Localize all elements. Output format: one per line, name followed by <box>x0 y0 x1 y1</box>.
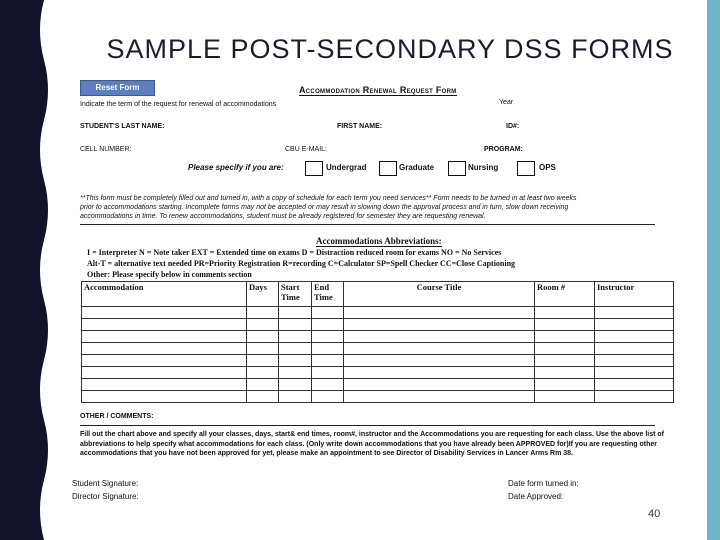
table-cell[interactable] <box>595 343 674 355</box>
table-cell[interactable] <box>279 343 312 355</box>
table-cell[interactable] <box>344 391 535 403</box>
table-row[interactable] <box>82 391 674 403</box>
table-cell[interactable] <box>82 331 247 343</box>
table-cell[interactable] <box>535 367 595 379</box>
table-cell[interactable] <box>82 391 247 403</box>
table-cell[interactable] <box>535 307 595 319</box>
table-row[interactable] <box>82 367 674 379</box>
header-course-title: Course Title <box>344 282 535 307</box>
table-cell[interactable] <box>247 367 279 379</box>
table-cell[interactable] <box>344 355 535 367</box>
table-cell[interactable] <box>82 379 247 391</box>
table-cell[interactable] <box>595 367 674 379</box>
header-room: Room # <box>535 282 595 307</box>
first-name-label: FIRST NAME: <box>337 123 383 130</box>
date-turned-in-label: Date form turned in: <box>508 479 579 488</box>
comments-divider <box>80 425 655 426</box>
table-cell[interactable] <box>82 343 247 355</box>
table-row[interactable] <box>82 307 674 319</box>
reset-form-button[interactable]: Reset Form <box>80 80 155 96</box>
id-label: ID#: <box>506 123 520 130</box>
table-cell[interactable] <box>312 319 344 331</box>
table-cell[interactable] <box>279 355 312 367</box>
table-cell[interactable] <box>535 379 595 391</box>
table-row[interactable] <box>82 319 674 331</box>
program-label: PROGRAM: <box>484 146 523 153</box>
table-cell[interactable] <box>312 367 344 379</box>
header-accommodation: Accommodation <box>82 282 247 307</box>
table-cell[interactable] <box>279 391 312 403</box>
table-cell[interactable] <box>344 379 535 391</box>
last-name-label: STUDENT'S LAST NAME: <box>80 123 165 130</box>
graduate-option-label: Graduate <box>399 163 435 172</box>
director-signature-label: Director Signature: <box>72 492 139 501</box>
instruction-line-2: prior to accommodations starting. Incomplete forms may not be accepted or may result in slowing down the approval process and in turn, slow down receiving <box>80 204 569 211</box>
class-schedule-table <box>81 281 674 403</box>
undergrad-checkbox[interactable] <box>305 161 323 176</box>
ops-option-label: OPS <box>539 163 556 172</box>
table-row[interactable] <box>82 355 674 367</box>
table-cell[interactable] <box>279 367 312 379</box>
undergrad-option-label: Undergrad <box>326 163 367 172</box>
form-title: Accommodation Renewal Request Form <box>299 85 457 95</box>
instruction-line-3: accommodations in time. To renew accommodations, student must be already registered for semester they are requesting renewal. <box>80 213 486 220</box>
header-end-time: End Time <box>312 282 344 307</box>
ops-checkbox[interactable] <box>517 161 535 176</box>
table-cell[interactable] <box>312 391 344 403</box>
abbreviation-line-3: Other: Please specify below in comments section <box>87 270 252 279</box>
table-cell[interactable] <box>247 391 279 403</box>
table-cell[interactable] <box>595 319 674 331</box>
slide-title: SAMPLE POST-SECONDARY DSS FORMS <box>106 34 674 64</box>
email-label: CBU E-MAIL: <box>285 146 328 153</box>
page-number: 40 <box>648 508 661 520</box>
abbreviation-line-1: I = Interpreter N = Note taker EXT = Extended time on exams D = Distraction reduced room for exams NO = No Services <box>87 248 502 257</box>
table-cell[interactable] <box>312 343 344 355</box>
table-cell[interactable] <box>247 355 279 367</box>
table-cell[interactable] <box>344 319 535 331</box>
nursing-checkbox[interactable] <box>448 161 466 176</box>
decorative-right-strip <box>707 0 720 540</box>
student-signature-label: Student Signature: <box>72 479 139 488</box>
section-divider <box>80 224 655 225</box>
term-prompt: Indicate the term of the request for renewal of accommodations <box>80 101 277 108</box>
table-cell[interactable] <box>344 367 535 379</box>
table-cell[interactable] <box>82 307 247 319</box>
table-cell[interactable] <box>344 343 535 355</box>
table-cell[interactable] <box>279 319 312 331</box>
table-cell[interactable] <box>344 331 535 343</box>
table-cell[interactable] <box>82 355 247 367</box>
note-line-3: accommodations that you have not been approved for yet, please make an appointment to see Director of Disability Services in Lancer Arms Rm 38. <box>80 450 573 457</box>
table-cell[interactable] <box>535 355 595 367</box>
table-row[interactable] <box>82 331 674 343</box>
header-days: Days <box>247 282 279 307</box>
comments-label: OTHER / COMMENTS: <box>80 413 154 420</box>
table-cell[interactable] <box>247 343 279 355</box>
table-cell[interactable] <box>279 331 312 343</box>
table-cell[interactable] <box>312 331 344 343</box>
table-cell[interactable] <box>279 379 312 391</box>
cell-number-label: CELL NUMBER: <box>80 146 132 153</box>
table-cell[interactable] <box>535 319 595 331</box>
table-cell[interactable] <box>247 379 279 391</box>
table-body <box>82 307 674 403</box>
instructions-note <box>80 430 664 459</box>
table-cell[interactable] <box>82 319 247 331</box>
table-cell[interactable] <box>247 307 279 319</box>
abbreviation-line-2: Alt-T = alternative text needed PR=Priority Registration R=recording C=Calculator SP=Spell Checker CC=Close Captioning <box>87 259 516 268</box>
header-instructor: Instructor <box>595 282 674 307</box>
table-cell[interactable] <box>344 307 535 319</box>
table-cell[interactable] <box>247 319 279 331</box>
renewal-request-form <box>65 74 688 506</box>
table-cell[interactable] <box>312 379 344 391</box>
nursing-option-label: Nursing <box>468 163 499 172</box>
year-label: Year <box>499 99 514 106</box>
table-cell[interactable] <box>595 355 674 367</box>
table-cell[interactable] <box>535 343 595 355</box>
header-start-time: Start Time <box>279 282 312 307</box>
graduate-checkbox[interactable] <box>379 161 397 176</box>
date-approved-label: Date Approved: <box>508 492 564 501</box>
table-cell[interactable] <box>595 307 674 319</box>
table-cell[interactable] <box>535 331 595 343</box>
table-cell[interactable] <box>595 379 674 391</box>
table-row[interactable] <box>82 343 674 355</box>
note-line-2: abbreviations to help specify what accommodations for each class. (Only write down accommodations that you have already been APPROVED for)If you are requesting other <box>80 440 657 448</box>
specify-label: Please specify if you are: <box>188 163 284 172</box>
table-cell[interactable] <box>312 355 344 367</box>
table-cell[interactable] <box>82 367 247 379</box>
table-cell[interactable] <box>247 331 279 343</box>
table-row[interactable] <box>82 379 674 391</box>
note-line-1: Fill out the chart above and specify all your classes, days, start& end times, room#, instructor and the Accommodations you are requesting for each class. Use the above list of <box>80 431 665 438</box>
decorative-left-band <box>0 0 60 540</box>
table-cell[interactable] <box>279 307 312 319</box>
table-cell[interactable] <box>595 331 674 343</box>
abbreviations-title: Accommodations Abbreviations: <box>316 236 442 246</box>
instruction-line-1: **This form must be completely filled out and turned in, with a copy of schedule for each term you need services** Form needs to be turned in at least two weeks <box>80 195 577 202</box>
table-cell[interactable] <box>535 391 595 403</box>
table-cell[interactable] <box>312 307 344 319</box>
table-cell[interactable] <box>595 391 674 403</box>
